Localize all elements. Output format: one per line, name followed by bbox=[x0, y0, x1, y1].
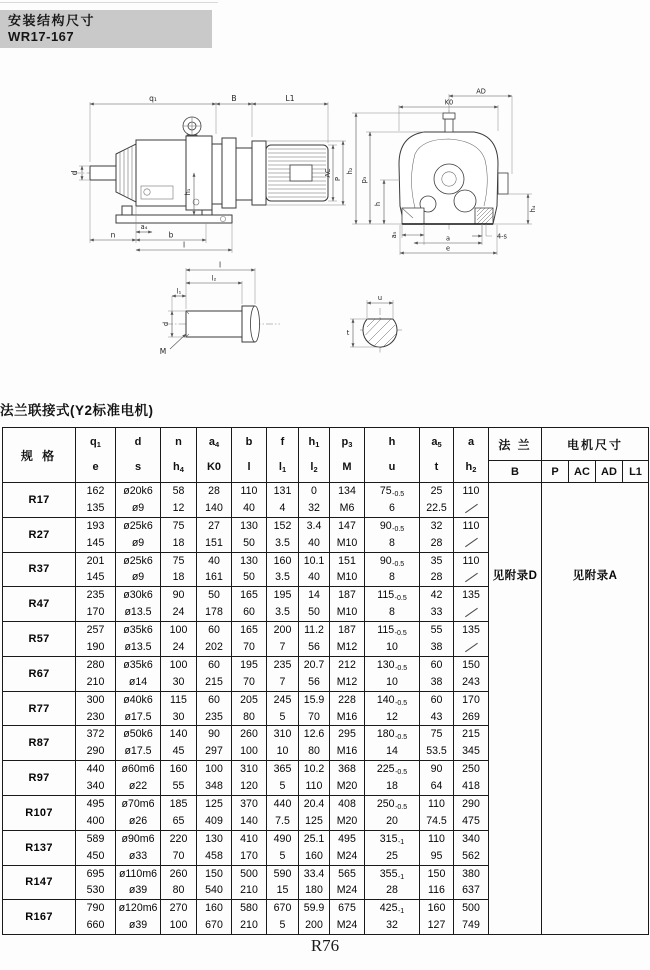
col-header-n: n $h_4$ bbox=[161, 428, 197, 483]
value-cell: 355-1 28 bbox=[365, 865, 420, 900]
dim-label-h: h bbox=[374, 201, 382, 207]
value-cell: 220 70 bbox=[161, 830, 197, 865]
side-view-drawing bbox=[66, 86, 350, 261]
dim-label-b-bottom: b bbox=[168, 230, 174, 240]
model-cell: R97 bbox=[3, 761, 76, 796]
value-cell: 130 458 bbox=[197, 830, 232, 865]
value-cell: 115-0.5 8 bbox=[365, 587, 420, 622]
value-cell: 100 348 bbox=[197, 761, 232, 796]
dim-label-h1: h₁ bbox=[184, 188, 192, 196]
value-cell: 500 749 bbox=[454, 900, 489, 935]
value-cell: 590 15 bbox=[267, 865, 299, 900]
value-cell: ø120m6 ø39 bbox=[116, 900, 161, 935]
value-cell: ø60m6 ø22 bbox=[116, 761, 161, 796]
value-cell: 60 235 bbox=[197, 691, 232, 726]
value-cell: 212 M12 bbox=[330, 656, 365, 691]
model-cell: R37 bbox=[3, 552, 76, 587]
motor-note-cell: 见附录A bbox=[542, 483, 649, 935]
value-cell: 310 10 bbox=[267, 726, 299, 761]
value-cell: 160 55 bbox=[161, 761, 197, 796]
value-cell: 90 297 bbox=[197, 726, 232, 761]
model-range: WR17-167 bbox=[8, 29, 75, 44]
value-cell: 290 475 bbox=[454, 796, 489, 831]
col-header-a5: $a_5$ t bbox=[420, 428, 454, 483]
value-cell: 257 190 bbox=[76, 622, 116, 657]
value-cell: 130-0.5 10 bbox=[365, 656, 420, 691]
value-cell: 160 127 bbox=[420, 900, 454, 935]
value-cell: 165 70 bbox=[232, 622, 267, 657]
value-cell: 0 32 bbox=[299, 483, 330, 518]
dim-label-n: n bbox=[110, 230, 116, 240]
col-subheader-l1: L1 bbox=[623, 461, 649, 483]
value-cell: 790 660 bbox=[76, 900, 116, 935]
no-value-slash bbox=[465, 538, 478, 548]
value-cell: 165 60 bbox=[232, 587, 267, 622]
value-cell: 495 M24 bbox=[330, 830, 365, 865]
col-header-spec: 规 格 bbox=[3, 428, 76, 483]
value-cell: ø35k6 ø13.5 bbox=[116, 622, 161, 657]
value-cell: 205 80 bbox=[232, 691, 267, 726]
value-cell: 110 bbox=[454, 517, 489, 552]
value-cell: 115-0.5 10 bbox=[365, 622, 420, 657]
value-cell: 15.9 70 bbox=[299, 691, 330, 726]
value-cell: 135 bbox=[454, 622, 489, 657]
dim-label-shaft-l2: l₂ bbox=[211, 274, 217, 283]
value-cell: 14 50 bbox=[299, 587, 330, 622]
col-header-h: h u bbox=[365, 428, 420, 483]
col-header-a4: $a_4$ K0 bbox=[197, 428, 232, 483]
value-cell: 33.4 180 bbox=[299, 865, 330, 900]
dim-label-a5: a₅ bbox=[390, 231, 398, 239]
model-cell: R167 bbox=[3, 900, 76, 935]
value-cell: 10.2 110 bbox=[299, 761, 330, 796]
value-cell: 235 170 bbox=[76, 587, 116, 622]
value-cell: ø40k6 ø17.5 bbox=[116, 691, 161, 726]
model-cell: R77 bbox=[3, 691, 76, 726]
value-cell: 134 M6 bbox=[330, 483, 365, 518]
value-cell: 90 24 bbox=[161, 587, 197, 622]
value-cell: 60 38 bbox=[420, 656, 454, 691]
model-cell: R137 bbox=[3, 830, 76, 865]
value-cell: 580 210 bbox=[232, 900, 267, 935]
value-cell: ø20k6 ø9 bbox=[116, 483, 161, 518]
dim-label-t: t bbox=[346, 329, 350, 337]
no-value-slash bbox=[465, 608, 478, 618]
value-cell: 75 18 bbox=[161, 552, 197, 587]
value-cell: 110 bbox=[454, 552, 489, 587]
value-cell: 3.4 40 bbox=[299, 517, 330, 552]
value-cell: 670 5 bbox=[267, 900, 299, 935]
value-cell: 195 3.5 bbox=[267, 587, 299, 622]
value-cell: 380 637 bbox=[454, 865, 489, 900]
table-body bbox=[3, 483, 649, 935]
dim-label-l1-top: L1 bbox=[285, 94, 295, 103]
value-cell: 372 290 bbox=[76, 726, 116, 761]
value-cell: 589 450 bbox=[76, 830, 116, 865]
value-cell: 235 7 bbox=[267, 656, 299, 691]
value-cell: 12.6 80 bbox=[299, 726, 330, 761]
value-cell: 187 M10 bbox=[330, 587, 365, 622]
value-cell: 370 140 bbox=[232, 796, 267, 831]
value-cell: 32 28 bbox=[420, 517, 454, 552]
model-cell: R27 bbox=[3, 517, 76, 552]
col-subheader-p: P bbox=[542, 461, 569, 483]
dim-label-shaft-d: d bbox=[162, 321, 170, 327]
value-cell: 135 bbox=[454, 587, 489, 622]
value-cell: 260 100 bbox=[232, 726, 267, 761]
value-cell: 60 43 bbox=[420, 691, 454, 726]
dim-label-a4: a₄ bbox=[140, 223, 148, 231]
value-cell: 408 M20 bbox=[330, 796, 365, 831]
dim-label-l: l bbox=[182, 240, 186, 250]
value-cell: ø50k6 ø17.5 bbox=[116, 726, 161, 761]
dim-label-k0: K0 bbox=[444, 98, 454, 107]
value-cell: 35 28 bbox=[420, 552, 454, 587]
page-header-box bbox=[0, 10, 212, 48]
value-cell: 280 210 bbox=[76, 656, 116, 691]
value-cell: 110 40 bbox=[232, 483, 267, 518]
col-header-f: f $l_1$ bbox=[267, 428, 299, 483]
value-cell: 90 64 bbox=[420, 761, 454, 796]
value-cell: 75 53.5 bbox=[420, 726, 454, 761]
value-cell: 60 202 bbox=[197, 622, 232, 657]
value-cell: 28 140 bbox=[197, 483, 232, 518]
value-cell: ø25k6 ø9 bbox=[116, 517, 161, 552]
col-header-flange: 法 兰 bbox=[489, 428, 542, 461]
value-cell: 200 7 bbox=[267, 622, 299, 657]
value-cell: 315-1 25 bbox=[365, 830, 420, 865]
value-cell: 250-0.5 20 bbox=[365, 796, 420, 831]
shaft-section-drawing bbox=[340, 288, 415, 363]
section-title: 法兰联接式(Y2标准电机) bbox=[0, 403, 154, 418]
value-cell: 410 170 bbox=[232, 830, 267, 865]
model-cell: R57 bbox=[3, 622, 76, 657]
dim-label-ac: AC bbox=[324, 168, 332, 178]
dim-label-u: u bbox=[377, 294, 383, 302]
value-cell: 565 M24 bbox=[330, 865, 365, 900]
value-cell: 160 3.5 bbox=[267, 552, 299, 587]
value-cell: 90-0.5 8 bbox=[365, 552, 420, 587]
table-header-row-main bbox=[3, 428, 649, 461]
value-cell: 20.4 125 bbox=[299, 796, 330, 831]
value-cell: 215 345 bbox=[454, 726, 489, 761]
col-subheader-ad: AD bbox=[596, 461, 623, 483]
value-cell: 125 409 bbox=[197, 796, 232, 831]
scan-artifact-line bbox=[0, 2, 218, 3]
value-cell: 10.1 40 bbox=[299, 552, 330, 587]
value-cell: 20.7 56 bbox=[299, 656, 330, 691]
value-cell: 11.2 56 bbox=[299, 622, 330, 657]
no-value-slash bbox=[465, 503, 478, 513]
value-cell: 195 70 bbox=[232, 656, 267, 691]
col-header-b: b l bbox=[232, 428, 267, 483]
model-cell: R87 bbox=[3, 726, 76, 761]
value-cell: 245 5 bbox=[267, 691, 299, 726]
value-cell: 440 340 bbox=[76, 761, 116, 796]
value-cell: 170 269 bbox=[454, 691, 489, 726]
value-cell: 59.9 200 bbox=[299, 900, 330, 935]
dim-label-shaft-m: M bbox=[159, 347, 167, 356]
flange-note-cell: 见附录D bbox=[489, 483, 542, 935]
value-cell: 42 33 bbox=[420, 587, 454, 622]
dim-label-p: P bbox=[334, 177, 342, 181]
value-cell: 162 135 bbox=[76, 483, 116, 518]
value-cell: ø70m6 ø26 bbox=[116, 796, 161, 831]
value-cell: 75 18 bbox=[161, 517, 197, 552]
model-cell: R147 bbox=[3, 865, 76, 900]
col-subheader-ac: AC bbox=[569, 461, 596, 483]
value-cell: 152 3.5 bbox=[267, 517, 299, 552]
value-cell: 130 50 bbox=[232, 552, 267, 587]
value-cell: ø90m6 ø33 bbox=[116, 830, 161, 865]
model-cell: R47 bbox=[3, 587, 76, 622]
dim-label-h2: h₂ bbox=[346, 167, 354, 175]
dim-label-a: a bbox=[445, 234, 451, 243]
value-cell: 75-0.5 6 bbox=[365, 483, 420, 518]
dimension-table bbox=[2, 427, 649, 935]
value-cell: 185 65 bbox=[161, 796, 197, 831]
value-cell: ø25k6 ø9 bbox=[116, 552, 161, 587]
value-cell: 295 M16 bbox=[330, 726, 365, 761]
page-number: R76 bbox=[310, 936, 340, 955]
value-cell: 130 50 bbox=[232, 517, 267, 552]
value-cell: 110 74.5 bbox=[420, 796, 454, 831]
dim-label-shaft-l: l bbox=[218, 260, 222, 270]
shaft-detail-drawing bbox=[156, 256, 286, 361]
value-cell: 140-0.5 12 bbox=[365, 691, 420, 726]
value-cell: 150 540 bbox=[197, 865, 232, 900]
value-cell: 425-1 32 bbox=[365, 900, 420, 935]
value-cell: 250 418 bbox=[454, 761, 489, 796]
dim-label-p3: p₃ bbox=[360, 176, 368, 184]
value-cell: 140 45 bbox=[161, 726, 197, 761]
value-cell: 110 bbox=[454, 483, 489, 518]
value-cell: 368 M20 bbox=[330, 761, 365, 796]
col-subheader-b: B bbox=[489, 461, 542, 483]
dim-label-q1: q₁ bbox=[149, 94, 157, 103]
value-cell: 150 243 bbox=[454, 656, 489, 691]
value-cell: 187 M12 bbox=[330, 622, 365, 657]
model-cell: R67 bbox=[3, 656, 76, 691]
value-cell: 193 145 bbox=[76, 517, 116, 552]
value-cell: 147 M10 bbox=[330, 517, 365, 552]
dim-label-shaft-l1: l₁ bbox=[176, 287, 182, 296]
dim-label-d: d bbox=[70, 170, 79, 176]
col-header-a: a $h_2$ bbox=[454, 428, 489, 483]
dim-label-h4: h₄ bbox=[529, 205, 537, 213]
value-cell: 160 670 bbox=[197, 900, 232, 935]
value-cell: 90-0.5 8 bbox=[365, 517, 420, 552]
value-cell: 440 7.5 bbox=[267, 796, 299, 831]
table-row-r17 bbox=[3, 483, 649, 518]
value-cell: 270 100 bbox=[161, 900, 197, 935]
col-header-motor: 电机尺寸 bbox=[542, 428, 649, 461]
col-header-p3: $p_3$ M bbox=[330, 428, 365, 483]
dim-label-holes: 4-s bbox=[496, 232, 508, 241]
value-cell: ø30k6 ø13.5 bbox=[116, 587, 161, 622]
dim-label-b-top: B bbox=[231, 94, 237, 103]
value-cell: ø35k6 ø14 bbox=[116, 656, 161, 691]
value-cell: 180-0.5 14 bbox=[365, 726, 420, 761]
value-cell: 365 5 bbox=[267, 761, 299, 796]
col-header-h1: $h_1$ $l_2$ bbox=[299, 428, 330, 483]
value-cell: 131 4 bbox=[267, 483, 299, 518]
page-title: 安装结构尺寸 bbox=[8, 13, 96, 28]
value-cell: 110 95 bbox=[420, 830, 454, 865]
value-cell: 40 161 bbox=[197, 552, 232, 587]
value-cell: 27 151 bbox=[197, 517, 232, 552]
value-cell: 151 M10 bbox=[330, 552, 365, 587]
value-cell: 100 30 bbox=[161, 656, 197, 691]
dim-label-ad: AD bbox=[476, 87, 486, 96]
value-cell: 260 80 bbox=[161, 865, 197, 900]
value-cell: 60 215 bbox=[197, 656, 232, 691]
front-view-drawing bbox=[342, 86, 557, 261]
value-cell: 675 M24 bbox=[330, 900, 365, 935]
value-cell: 150 116 bbox=[420, 865, 454, 900]
no-value-slash bbox=[465, 642, 478, 652]
model-cell: R107 bbox=[3, 796, 76, 831]
value-cell: 201 145 bbox=[76, 552, 116, 587]
col-header-q1: $q_1$ e bbox=[76, 428, 116, 483]
value-cell: ø110m6 ø39 bbox=[116, 865, 161, 900]
value-cell: 225-0.5 18 bbox=[365, 761, 420, 796]
value-cell: 495 400 bbox=[76, 796, 116, 831]
value-cell: 695 530 bbox=[76, 865, 116, 900]
value-cell: 50 178 bbox=[197, 587, 232, 622]
col-header-d: d s bbox=[116, 428, 161, 483]
value-cell: 300 230 bbox=[76, 691, 116, 726]
no-value-slash bbox=[465, 573, 478, 583]
value-cell: 58 12 bbox=[161, 483, 197, 518]
value-cell: 25 22.5 bbox=[420, 483, 454, 518]
value-cell: 490 5 bbox=[267, 830, 299, 865]
value-cell: 100 24 bbox=[161, 622, 197, 657]
value-cell: 310 120 bbox=[232, 761, 267, 796]
value-cell: 55 38 bbox=[420, 622, 454, 657]
value-cell: 228 M16 bbox=[330, 691, 365, 726]
value-cell: 340 562 bbox=[454, 830, 489, 865]
value-cell: 115 30 bbox=[161, 691, 197, 726]
value-cell: 500 210 bbox=[232, 865, 267, 900]
model-cell: R17 bbox=[3, 483, 76, 518]
value-cell: 25.1 160 bbox=[299, 830, 330, 865]
dim-label-e: e bbox=[445, 244, 451, 253]
